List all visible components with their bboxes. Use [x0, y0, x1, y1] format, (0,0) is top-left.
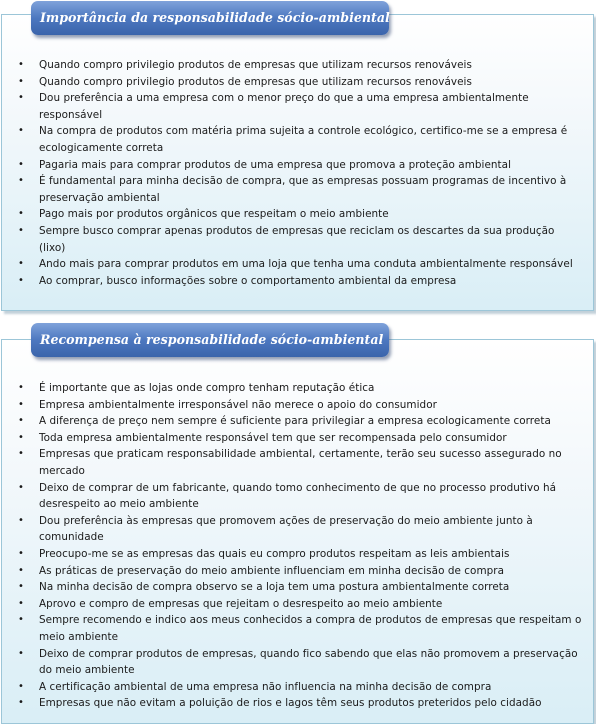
list-item: • É fundamental para minha decisão de compra, que as empresas possuam programas de incentivo à preservação ambiental — [18, 173, 584, 206]
list-item: • Na compra de produtos com matéria prima sujeita a controle ecológico, certifico-me se a empresa é ecologicamente correta — [18, 123, 584, 156]
importance-header: Importância da responsabilidade sócio-ambiental — [31, 1, 389, 35]
list-item: • A diferença de preço nem sempre é suficiente para privilegiar a empresa ecologicamente correta — [18, 413, 584, 430]
list-item: • Pago mais por produtos orgânicos que respeitam o meio ambiente — [18, 206, 584, 223]
reward-header: Recompensa à responsabilidade sócio-ambiental — [31, 323, 389, 357]
list-item: • Pagaria mais para comprar produtos de uma empresa que promova a proteção ambiental — [18, 157, 584, 174]
list-item: • Deixo de comprar produtos de empresas, quando fico sabendo que elas não promovem a preservação do meio ambiente — [18, 646, 584, 679]
list-item: • As práticas de preservação do meio ambiente influenciam em minha decisão de compra — [18, 563, 584, 580]
list-item: • A certificação ambiental de uma empresa não influencia na minha decisão de compra — [18, 679, 584, 696]
reward-list — [18, 380, 584, 712]
list-item: • É importante que as lojas onde compro tenham reputação ética — [18, 380, 584, 397]
list-item: • Dou preferência às empresas que promovem ações de preservação do meio ambiente junto à comunidade — [18, 513, 584, 546]
list-item: • Dou preferência a uma empresa com o menor preço do que a uma empresa ambientalmente responsável — [18, 90, 584, 123]
list-item: • Toda empresa ambientalmente responsável tem que ser recompensada pelo consumidor — [18, 430, 584, 447]
list-item: • Sempre recomendo e indico aos meus conhecidos a compra de produtos de empresas que respeitam o meio ambiente — [18, 612, 584, 645]
list-item: • Quando compro privilegio produtos de empresas que utilizam recursos renováveis — [18, 74, 584, 91]
list-item: • Ao comprar, busco informações sobre o comportamento ambiental da empresa — [18, 273, 584, 290]
list-item: • Sempre busco comprar apenas produtos de empresas que reciclam os descartes da sua produção (lixo) — [18, 223, 584, 256]
list-item: • Aprovo e compro de empresas que rejeitam o desrespeito ao meio ambiente — [18, 596, 584, 613]
list-item: • Empresas que não evitam a poluição de rios e lagos têm seus produtos preteridos pelo cidadão — [18, 695, 584, 712]
list-item: • Quando compro privilegio produtos de empresas que utilizam recursos renováveis — [18, 57, 584, 74]
list-item: • Na minha decisão de compra observo se a loja tem uma postura ambientalmente correta — [18, 579, 584, 596]
list-item: • Empresas que praticam responsabilidade ambiental, certamente, terão seu sucesso assegurado no mercado — [18, 446, 584, 479]
list-item: • Empresa ambientalmente irresponsável não merece o apoio do consumidor — [18, 397, 584, 414]
list-item: • Deixo de comprar de um fabricante, quando tomo conhecimento de que no processo produtivo há desrespeito ao meio ambiente — [18, 480, 584, 513]
list-item: • Ando mais para comprar produtos em uma loja que tenha uma conduta ambientalmente responsável — [18, 256, 584, 273]
importance-list — [18, 57, 584, 289]
list-item: • Preocupo-me se as empresas das quais eu compro produtos respeitam as leis ambientais — [18, 546, 584, 563]
